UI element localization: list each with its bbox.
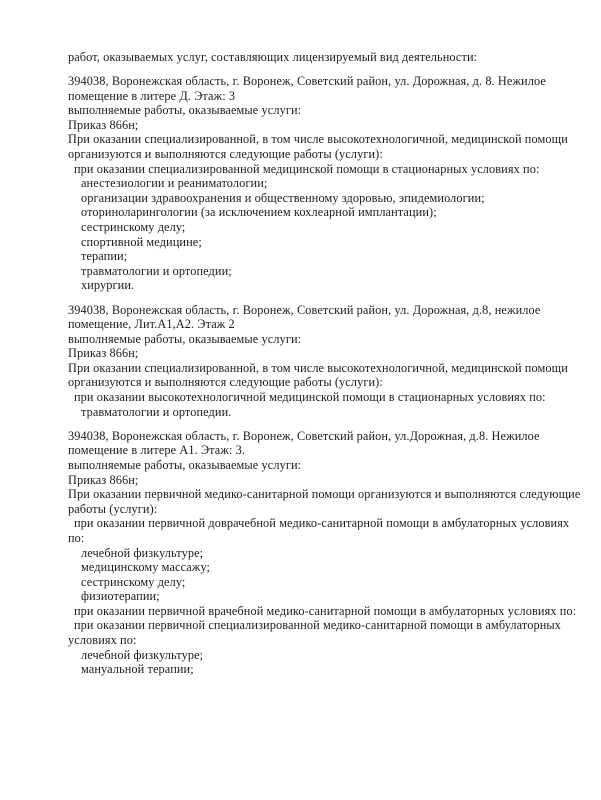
text-line: Приказ 866н; [68, 117, 139, 132]
text-line: лечебной физкультуре; [81, 647, 204, 662]
text-line: выполняемые работы, оказываемые услуги: [68, 457, 302, 472]
text-line: При оказании специализированной, в том числе высокотехнологичной, медицинской помощи [68, 360, 568, 375]
text-line: при оказании высокотехнологичной медицинской помощи в стационарных условиях по: [74, 390, 546, 405]
text-line: выполняемые работы, оказываемые услуги: [68, 103, 302, 118]
text-line: Приказ 866н; [68, 472, 139, 487]
text-line: 394038, Воронежская область, г. Воронеж, Советский район, ул. Дорожная, д.8, нежилое [68, 302, 541, 317]
text-line: физиотерапии; [81, 589, 160, 604]
text-line: Приказ 866н; [68, 346, 139, 361]
text-line: травматологии и ортопедии; [81, 263, 232, 278]
text-line: сестринскому делу; [81, 574, 186, 589]
text-line: организуются и выполняются следующие работы (услуги): [68, 375, 383, 390]
text-line: анестезиологии и реаниматологии; [81, 176, 268, 191]
section-intro [68, 50, 561, 65]
text-line: травматологии и ортопедии. [81, 404, 232, 419]
text-line: условиях по: [68, 633, 137, 648]
text-line: При оказании первичной медико-санитарной помощи организуются и выполняются следующие [68, 487, 581, 502]
text-line: спортивной медицине; [81, 234, 202, 249]
text-line: При оказании специализированной, в том числе высокотехнологичной, медицинской помощи [68, 132, 568, 147]
text-line: оториноларингологии (за исключением кохлеарной имплантации); [81, 205, 437, 220]
text-line: работы (услуги): [68, 501, 158, 516]
text-line: хирургии. [81, 278, 135, 293]
section-location-block-3 [68, 428, 581, 677]
text-line: работ, оказываемых услуг, составляющих лицензируемый вид деятельности: [68, 50, 478, 64]
text-line: сестринскому делу; [81, 220, 186, 235]
text-line: при оказании первичной специализированной медико-санитарной помощи в амбулаторных [74, 618, 561, 633]
text-line: при оказании первичной доврачебной медико-санитарной помощи в амбулаторных условиях [74, 516, 570, 531]
text-line: организации здравоохранения и общественному здоровью, эпидемиологии; [81, 190, 485, 205]
text-line: помещение, Лит.А1,А2. Этаж 2 [68, 317, 235, 332]
text-line: выполняемые работы, оказываемые услуги: [68, 331, 302, 346]
text-line: медицинскому массажу; [81, 560, 211, 575]
text-line: лечебной физкультуре; [81, 545, 204, 560]
text-line: организуются и выполняются следующие работы (услуги): [68, 147, 383, 162]
text-line: 394038, Воронежская область, г. Воронеж, Советский район, ул.Дорожная, д.8. Нежилое [68, 428, 540, 443]
text-line: помещение в литере Д. Этаж: 3 [68, 88, 236, 103]
text-line: мануальной терапии; [81, 662, 194, 677]
section-location-block-1 [68, 74, 568, 293]
text-line: при оказании специализированной медицинской помощи в стационарных условиях по: [74, 161, 540, 176]
section-location-block-2 [68, 302, 568, 420]
text-line: терапии; [81, 249, 128, 264]
text-line: помещение в литере А1. Этаж: 3. [68, 443, 246, 458]
text-line: по: [68, 530, 85, 545]
document-text [68, 50, 581, 677]
text-line: 394038, Воронежская область, г. Воронеж, Советский район, ул. Дорожная, д. 8. Нежилое [68, 74, 546, 89]
text-line: при оказании первичной врачебной медико-санитарной помощи в амбулаторных условиях по: [74, 603, 577, 618]
